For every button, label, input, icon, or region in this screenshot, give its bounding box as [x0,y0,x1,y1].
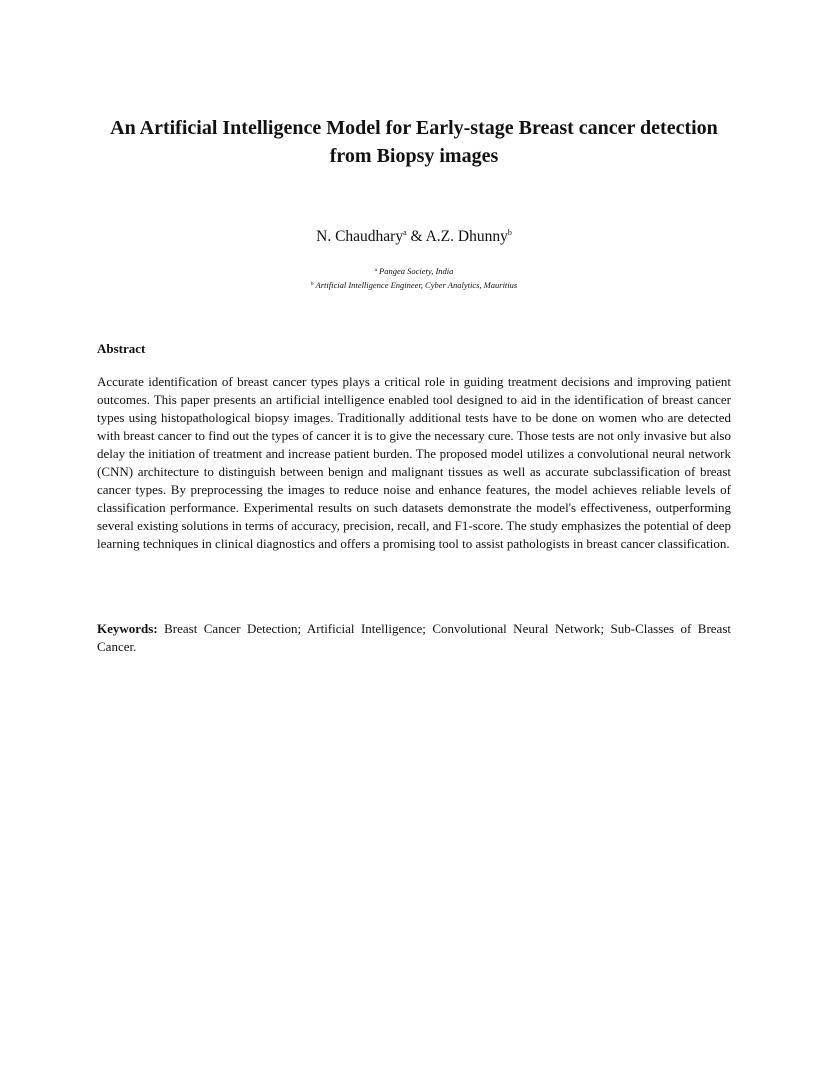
author-list [0,227,828,247]
abstract-body: Accurate identification of breast cancer types plays a critical role in guiding treatment decisions and improving patient outcomes. This paper presents an artificial intelligence enabled tool designed to aid in the identification of breast cancer types using histopathological biopsy images. Traditionally additional tests have to be done on women who are detected with breast cancer to find out the types of cancer it is to give the necessary cure. Those tests are not only invasive but also delay the initiation of treatment and increase patient burden. The proposed model utilizes a convolutional neural network (CNN) architecture to distinguish between benign and malignant tissues as well as accurate subclassification of breast cancer types. By preprocessing the images to reduce noise and enhance features, the model achieves reliable levels of classification performance. Experimental results on such datasets demonstrate the model's effectiveness, outperforming several existing solutions in terms of accuracy, precision, recall, and F1-score. The study emphasizes the potential of deep learning techniques in clinical diagnostics and offers a promising tool to assist pathologists in breast cancer classification. [97,374,731,551]
paper-title [80,114,748,170]
author-affiliation-mark: b [507,228,512,237]
author-name: N. Chaudhary [316,228,404,245]
keywords-paragraph [97,620,731,656]
author-separator: & [406,228,426,245]
affiliation-list [0,264,828,292]
keywords-label: Keywords: [97,621,158,636]
abstract-heading: Abstract [97,341,146,356]
affiliation-text: Pangea Society, India [379,266,454,276]
paper-title-line-1: An Artificial Intelligence Model for Early-stage Breast cancer detection [110,117,718,139]
affiliation-mark: a [374,267,378,273]
author-name: A.Z. Dhunny [425,228,508,245]
affiliation [0,264,828,278]
keywords-text: Breast Cancer Detection; Artificial Intelligence; Convolutional Neural Network; Sub-Classes of Breast Cancer. [97,621,731,654]
author-affiliation-mark: a [403,228,407,237]
paper-title-line-2: from Biopsy images [329,145,499,167]
affiliation-text: Artificial Intelligence Engineer, Cyber Analytics, Mauritius [315,280,518,290]
affiliation [0,278,828,292]
affiliation-mark: b [310,281,314,287]
